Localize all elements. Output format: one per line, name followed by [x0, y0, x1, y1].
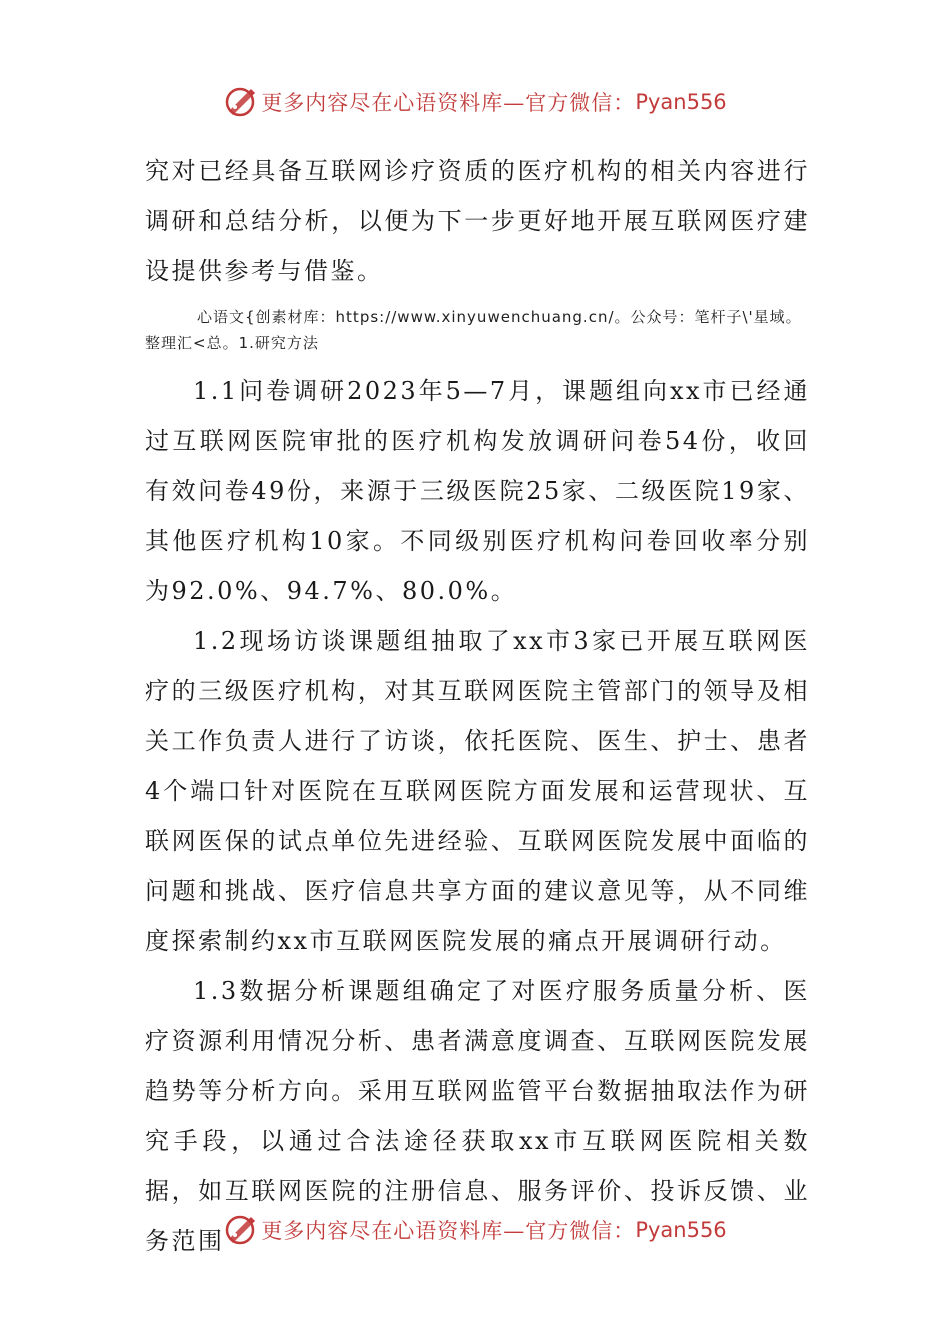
- footer-slogan: 更多内容尽在心语资料库—官方微信：: [261, 1219, 636, 1243]
- header-banner: [0, 80, 950, 124]
- pen-nib-logo-icon: [223, 1213, 257, 1247]
- document-body: [145, 146, 810, 1266]
- banner-wechat-id: Pyan556: [635, 90, 727, 114]
- section-1-1-survey: 1.1问卷调研2023年5—7月，课题组向xx市已经通过互联网医院审批的医疗机构发放调研问卷54份，收回有效问卷49份，来源于三级医院25家、二级医院19家、其他医疗机构10家。不同级别医疗机构问卷回收率分别为92.0%、94.7%、80.0%。: [145, 377, 810, 605]
- banner-slogan: 更多内容尽在心语资料库—官方微信：: [261, 91, 636, 115]
- pen-nib-logo-icon: [223, 85, 257, 119]
- footer-wechat-id: Pyan556: [635, 1218, 727, 1242]
- section-1-2-interview: 1.2现场访谈课题组抽取了xx市3家已开展互联网医疗的三级医疗机构，对其互联网医院主管部门的领导及相关工作负责人进行了访谈，依托医院、医生、护士、患者4个端口针对医院在互联网医院方面发展和运营现状、互联网医保的试点单位先进经验、互联网医院发展中面临的问题和挑战、医疗信息共享方面的建议意见等，从不同维度探索制约xx市互联网医院发展的痛点开展调研行动。: [145, 627, 810, 955]
- source-note: 心语文{创素材库：https://www.xinyuwenchuang.cn/。公众号：笔杆子\'星域。整理汇<总。1.研究方法: [145, 308, 802, 352]
- section-1-3-data-analysis: 1.3数据分析课题组确定了对医疗服务质量分析、医疗资源利用情况分析、患者满意度调查、互联网医院发展趋势等分析方向。采用互联网监管平台数据抽取法作为研究手段，以通过合法途径获取xx市互联网医院相关数据，如互联网医院的注册信息、服务评价、投诉反馈、业务范围: [145, 977, 810, 1255]
- intro-paragraph: 究对已经具备互联网诊疗资质的医疗机构的相关内容进行调研和总结分析，以便为下一步更好地开展互联网医疗建设提供参考与借鉴。: [145, 157, 810, 285]
- footer-banner: [0, 1208, 950, 1252]
